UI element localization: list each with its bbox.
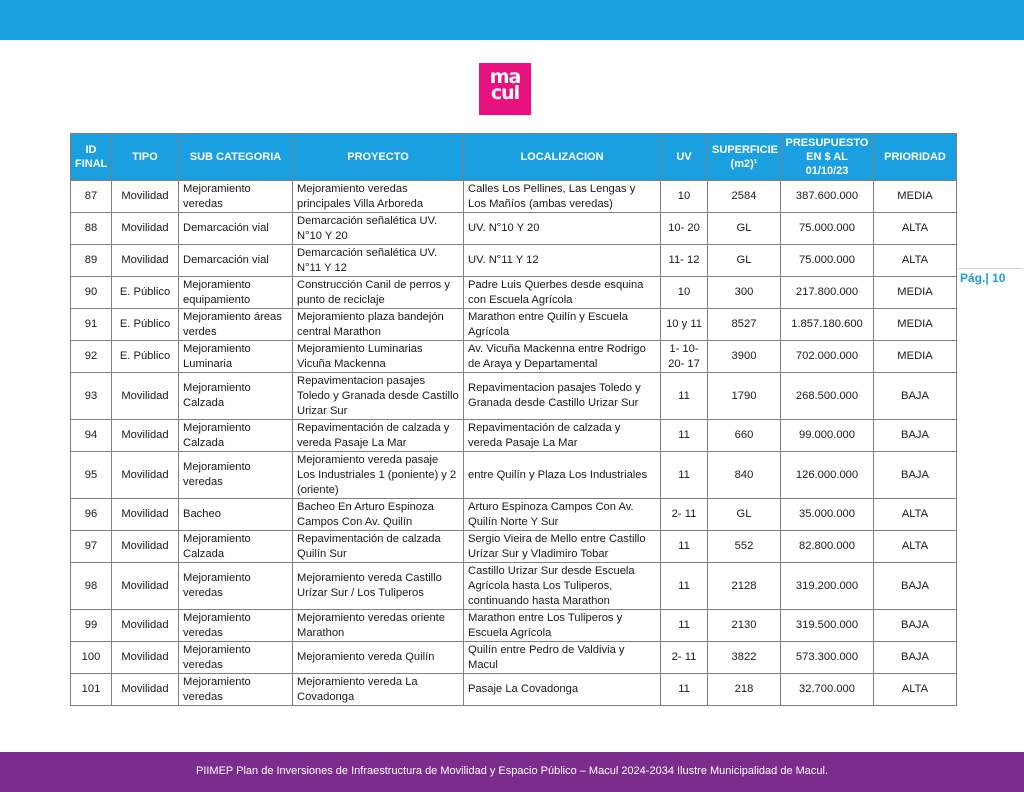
col-header-uv: UV bbox=[661, 134, 708, 181]
table-header-row bbox=[71, 134, 957, 181]
cell-superficie: 660 bbox=[708, 420, 781, 452]
cell-prioridad: BAJA bbox=[874, 420, 957, 452]
table-row bbox=[71, 563, 957, 610]
cell-uv: 10 y 11 bbox=[661, 309, 708, 341]
table-row bbox=[71, 642, 957, 674]
cell-id: 92 bbox=[71, 341, 112, 373]
cell-id: 88 bbox=[71, 213, 112, 245]
cell-proyecto: Mejoramiento vereda pasaje Los Industriales 1 (poniente) y 2 (oriente) bbox=[293, 452, 464, 499]
cell-localizacion: UV. N°11 Y 12 bbox=[464, 245, 661, 277]
cell-proyecto: Demarcación señalética UV. N°10 Y 20 bbox=[293, 213, 464, 245]
cell-tipo: Movilidad bbox=[112, 420, 179, 452]
cell-proyecto: Mejoramiento vereda Quilín bbox=[293, 642, 464, 674]
cell-id: 95 bbox=[71, 452, 112, 499]
cell-prioridad: MEDIA bbox=[874, 309, 957, 341]
cell-uv: 10 bbox=[661, 181, 708, 213]
projects-table bbox=[70, 133, 957, 706]
cell-uv: 11- 12 bbox=[661, 245, 708, 277]
cell-localizacion: Repavimentación de calzada y vereda Pasaje La Mar bbox=[464, 420, 661, 452]
cell-presupuesto: 702.000.000 bbox=[781, 341, 874, 373]
cell-id: 91 bbox=[71, 309, 112, 341]
table-row bbox=[71, 610, 957, 642]
footer-text: PIIMEP Plan de Inversiones de Infraestructura de Movilidad y Espacio Público – Macul 2024-2034 Ilustre Municipalidad de Macul. bbox=[195, 765, 829, 777]
cell-presupuesto: 75.000.000 bbox=[781, 213, 874, 245]
cell-tipo: Movilidad bbox=[112, 563, 179, 610]
col-header-localizacion: LOCALIZACION bbox=[464, 134, 661, 181]
cell-id: 100 bbox=[71, 642, 112, 674]
cell-tipo: Movilidad bbox=[112, 610, 179, 642]
cell-tipo: Movilidad bbox=[112, 181, 179, 213]
cell-superficie: GL bbox=[708, 499, 781, 531]
table-row bbox=[71, 674, 957, 706]
cell-prioridad: MEDIA bbox=[874, 341, 957, 373]
cell-presupuesto: 573.300.000 bbox=[781, 642, 874, 674]
cell-tipo: Movilidad bbox=[112, 531, 179, 563]
cell-presupuesto: 75.000.000 bbox=[781, 245, 874, 277]
cell-uv: 11 bbox=[661, 531, 708, 563]
col-header-id: ID FINAL bbox=[71, 134, 112, 181]
cell-tipo: Movilidad bbox=[112, 642, 179, 674]
table-row bbox=[71, 309, 957, 341]
cell-tipo: Movilidad bbox=[112, 499, 179, 531]
cell-tipo: E. Público bbox=[112, 309, 179, 341]
cell-id: 101 bbox=[71, 674, 112, 706]
cell-uv: 11 bbox=[661, 420, 708, 452]
cell-presupuesto: 82.800.000 bbox=[781, 531, 874, 563]
cell-subcategoria: Bacheo bbox=[179, 499, 293, 531]
cell-localizacion: Calles Los Pellines, Las Lengas y Los Mañíos (ambas veredas) bbox=[464, 181, 661, 213]
table-row bbox=[71, 213, 957, 245]
cell-subcategoria: Mejoramiento Luminaria bbox=[179, 341, 293, 373]
cell-localizacion: Padre Luis Querbes desde esquina con Escuela Agrícola bbox=[464, 277, 661, 309]
cell-proyecto: Mejoramiento plaza bandejón central Marathon bbox=[293, 309, 464, 341]
cell-prioridad: BAJA bbox=[874, 610, 957, 642]
macul-logo bbox=[479, 63, 531, 115]
cell-superficie: 8527 bbox=[708, 309, 781, 341]
cell-subcategoria: Mejoramiento equipamiento bbox=[179, 277, 293, 309]
top-band bbox=[0, 0, 1024, 40]
cell-proyecto: Repavimentacion pasajes Toledo y Granada desde Castillo Urizar Sur bbox=[293, 373, 464, 420]
cell-localizacion: entre Quilín y Plaza Los Industriales bbox=[464, 452, 661, 499]
cell-prioridad: ALTA bbox=[874, 531, 957, 563]
cell-id: 93 bbox=[71, 373, 112, 420]
cell-presupuesto: 217.800.000 bbox=[781, 277, 874, 309]
cell-tipo: E. Público bbox=[112, 277, 179, 309]
cell-presupuesto: 319.500.000 bbox=[781, 610, 874, 642]
cell-id: 97 bbox=[71, 531, 112, 563]
col-header-subcategoria: SUB CATEGORIA bbox=[179, 134, 293, 181]
cell-prioridad: MEDIA bbox=[874, 277, 957, 309]
col-header-prioridad: PRIORIDAD bbox=[874, 134, 957, 181]
col-header-tipo: TIPO bbox=[112, 134, 179, 181]
cell-uv: 11 bbox=[661, 373, 708, 420]
table-row bbox=[71, 341, 957, 373]
cell-superficie: 3822 bbox=[708, 642, 781, 674]
cell-uv: 1- 10- 20- 17 bbox=[661, 341, 708, 373]
cell-proyecto: Mejoramiento veredas oriente Marathon bbox=[293, 610, 464, 642]
cell-presupuesto: 35.000.000 bbox=[781, 499, 874, 531]
cell-prioridad: MEDIA bbox=[874, 181, 957, 213]
col-header-proyecto: PROYECTO bbox=[293, 134, 464, 181]
cell-proyecto: Repavimentación de calzada y vereda Pasaje La Mar bbox=[293, 420, 464, 452]
cell-tipo: Movilidad bbox=[112, 245, 179, 277]
cell-proyecto: Construcción Canil de perros y punto de reciclaje bbox=[293, 277, 464, 309]
cell-subcategoria: Mejoramiento veredas bbox=[179, 642, 293, 674]
cell-subcategoria: Mejoramiento veredas bbox=[179, 563, 293, 610]
cell-localizacion: Marathon entre Quilín y Escuela Agrícola bbox=[464, 309, 661, 341]
cell-subcategoria: Mejoramiento veredas bbox=[179, 674, 293, 706]
cell-prioridad: ALTA bbox=[874, 674, 957, 706]
page-number: Pág.| 10 bbox=[958, 268, 1022, 287]
cell-tipo: Movilidad bbox=[112, 674, 179, 706]
cell-presupuesto: 1.857.180.600 bbox=[781, 309, 874, 341]
cell-id: 96 bbox=[71, 499, 112, 531]
table-row bbox=[71, 245, 957, 277]
cell-prioridad: BAJA bbox=[874, 642, 957, 674]
cell-superficie: 552 bbox=[708, 531, 781, 563]
cell-prioridad: ALTA bbox=[874, 213, 957, 245]
cell-localizacion: Sergio Vieira de Mello entre Castillo Urízar Sur y Vladimiro Tobar bbox=[464, 531, 661, 563]
cell-presupuesto: 268.500.000 bbox=[781, 373, 874, 420]
cell-subcategoria: Mejoramiento veredas bbox=[179, 610, 293, 642]
table-row bbox=[71, 531, 957, 563]
cell-uv: 10- 20 bbox=[661, 213, 708, 245]
cell-localizacion: Arturo Espinoza Campos Con Av. Quilín Norte Y Sur bbox=[464, 499, 661, 531]
cell-subcategoria: Mejoramiento veredas bbox=[179, 452, 293, 499]
cell-proyecto: Mejoramiento veredas principales Villa Arboreda bbox=[293, 181, 464, 213]
cell-superficie: 218 bbox=[708, 674, 781, 706]
cell-localizacion: Quilín entre Pedro de Valdivia y Macul bbox=[464, 642, 661, 674]
cell-subcategoria: Mejoramiento Calzada bbox=[179, 420, 293, 452]
cell-proyecto: Repavimentación de calzada Quilín Sur bbox=[293, 531, 464, 563]
cell-superficie: 2584 bbox=[708, 181, 781, 213]
cell-subcategoria: Mejoramiento áreas verdes bbox=[179, 309, 293, 341]
cell-proyecto: Demarcación señalética UV. N°11 Y 12 bbox=[293, 245, 464, 277]
cell-uv: 11 bbox=[661, 674, 708, 706]
cell-id: 94 bbox=[71, 420, 112, 452]
cell-subcategoria: Demarcación vial bbox=[179, 213, 293, 245]
cell-tipo: Movilidad bbox=[112, 373, 179, 420]
cell-localizacion: Av. Vicuña Mackenna entre Rodrigo de Araya y Departamental bbox=[464, 341, 661, 373]
cell-presupuesto: 32.700.000 bbox=[781, 674, 874, 706]
cell-subcategoria: Mejoramiento veredas bbox=[179, 181, 293, 213]
cell-localizacion: UV. N°10 Y 20 bbox=[464, 213, 661, 245]
col-header-presupuesto: PRESUPUESTO EN $ AL 01/10/23 bbox=[781, 134, 874, 181]
cell-id: 99 bbox=[71, 610, 112, 642]
cell-localizacion: Marathon entre Los Tuliperos y Escuela Agrícola bbox=[464, 610, 661, 642]
cell-presupuesto: 387.600.000 bbox=[781, 181, 874, 213]
cell-tipo: Movilidad bbox=[112, 213, 179, 245]
cell-superficie: GL bbox=[708, 245, 781, 277]
cell-prioridad: BAJA bbox=[874, 452, 957, 499]
cell-proyecto: Mejoramiento vereda La Covadonga bbox=[293, 674, 464, 706]
cell-superficie: 300 bbox=[708, 277, 781, 309]
table-row bbox=[71, 420, 957, 452]
cell-prioridad: ALTA bbox=[874, 499, 957, 531]
cell-prioridad: BAJA bbox=[874, 563, 957, 610]
table-row bbox=[71, 277, 957, 309]
cell-subcategoria: Demarcación vial bbox=[179, 245, 293, 277]
cell-superficie: 3900 bbox=[708, 341, 781, 373]
table-row bbox=[71, 452, 957, 499]
cell-localizacion: Castillo Urizar Sur desde Escuela Agrícola hasta Los Tuliperos, continuando hasta Marathon bbox=[464, 563, 661, 610]
cell-proyecto: Mejoramiento vereda Castillo Urízar Sur / Los Tuliperos bbox=[293, 563, 464, 610]
footer-bar bbox=[0, 752, 1024, 792]
cell-id: 98 bbox=[71, 563, 112, 610]
cell-uv: 2- 11 bbox=[661, 642, 708, 674]
cell-proyecto: Bacheo En Arturo Espinoza Campos Con Av. Quilín bbox=[293, 499, 464, 531]
cell-id: 90 bbox=[71, 277, 112, 309]
table-row bbox=[71, 373, 957, 420]
cell-prioridad: BAJA bbox=[874, 373, 957, 420]
cell-tipo: E. Público bbox=[112, 341, 179, 373]
cell-subcategoria: Mejoramiento Calzada bbox=[179, 373, 293, 420]
cell-uv: 11 bbox=[661, 452, 708, 499]
cell-subcategoria: Mejoramiento Calzada bbox=[179, 531, 293, 563]
logo-text-line2: cul bbox=[490, 82, 520, 104]
cell-id: 87 bbox=[71, 181, 112, 213]
cell-prioridad: ALTA bbox=[874, 245, 957, 277]
cell-localizacion: Repavimentacion pasajes Toledo y Granada desde Castillo Urizar Sur bbox=[464, 373, 661, 420]
cell-superficie: 1790 bbox=[708, 373, 781, 420]
cell-proyecto: Mejoramiento Luminarias Vicuña Mackenna bbox=[293, 341, 464, 373]
cell-presupuesto: 319.200.000 bbox=[781, 563, 874, 610]
col-header-superficie: SUPERFICIE (m2)¹ bbox=[708, 134, 781, 181]
logo-text-line1: ma bbox=[489, 66, 521, 88]
cell-superficie: 2128 bbox=[708, 563, 781, 610]
cell-superficie: 2130 bbox=[708, 610, 781, 642]
table-row bbox=[71, 181, 957, 213]
cell-presupuesto: 99.000.000 bbox=[781, 420, 874, 452]
cell-tipo: Movilidad bbox=[112, 452, 179, 499]
cell-uv: 2- 11 bbox=[661, 499, 708, 531]
cell-superficie: 840 bbox=[708, 452, 781, 499]
cell-presupuesto: 126.000.000 bbox=[781, 452, 874, 499]
cell-localizacion: Pasaje La Covadonga bbox=[464, 674, 661, 706]
table-row bbox=[71, 499, 957, 531]
cell-superficie: GL bbox=[708, 213, 781, 245]
cell-uv: 11 bbox=[661, 610, 708, 642]
cell-id: 89 bbox=[71, 245, 112, 277]
cell-uv: 10 bbox=[661, 277, 708, 309]
cell-uv: 11 bbox=[661, 563, 708, 610]
